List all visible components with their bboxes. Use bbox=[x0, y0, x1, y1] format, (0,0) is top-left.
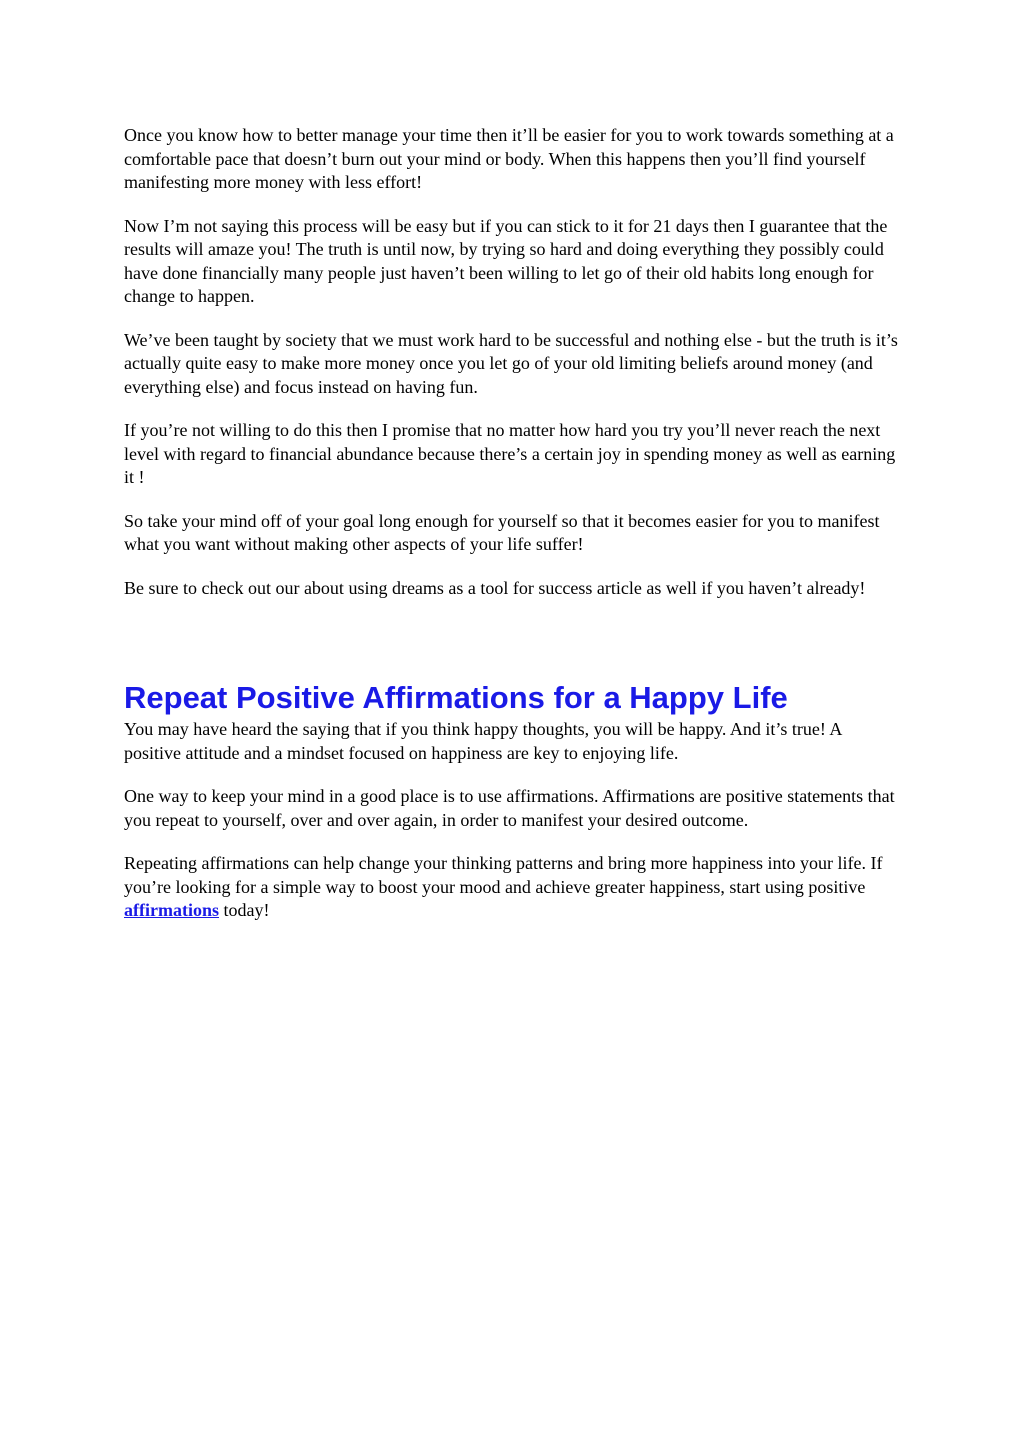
paragraph-time-management: Once you know how to better manage your time then it’ll be easier for you to work towards something at a comfortable pace that doesn’t burn out your mind or body. When this happens then you’ll find yourself manifesting more money with less effort! bbox=[124, 125, 894, 192]
cta-text-after-link: today! bbox=[218, 900, 270, 920]
paragraph-21-days: Now I’m not saying this process will be easy but if you can stick to it for 21 days then I guarantee that the results will amaze you! The truth is until now, by trying so hard and doing everything they possibly could have done financially many people just haven’t been willing to let go of their old habits long enough for change to happen. bbox=[124, 215, 888, 306]
document-page bbox=[124, 124, 902, 943]
paragraph-dreams-article: Be sure to check out our about using dreams as a tool for success article as well if you haven’t already! bbox=[124, 577, 866, 598]
affirmations-link[interactable]: affirmations bbox=[124, 900, 219, 920]
section-spacer bbox=[124, 620, 902, 680]
paragraph-society: We’ve been taught by society that we must work hard to be successful and nothing else - but the truth is it’s actually quite easy to make more money once you let go of your old limiting beliefs around money (and everything else) and focus instead on having fun. bbox=[124, 329, 898, 397]
section-heading: Repeat Positive Affirmations for a Happy Life bbox=[124, 680, 788, 715]
paragraph-affirmations-definition: One way to keep your mind in a good place is to use affirmations. Affirmations are positive statements that you repeat to yourself, over and over again, in order to manifest your desired outcome. bbox=[124, 786, 895, 830]
paragraph-take-mind-off: So take your mind off of your goal long enough for yourself so that it becomes easier for you to manifest what you want without making other aspects of your life suffer! bbox=[124, 510, 880, 554]
cta-text-before-link: Repeating affirmations can help change your thinking patterns and bring more happiness into your life. If you’re looking for a simple way to boost your mood and achieve greater happiness, start using positive bbox=[124, 853, 883, 897]
paragraph-affirmations-call-to-action bbox=[124, 852, 902, 923]
paragraph-happy-thoughts: You may have heard the saying that if you think happy thoughts, you will be happy. And it’s true! A positive attitude and a mindset focused on happiness are key to enjoying life. bbox=[124, 719, 842, 763]
paragraph-financial-abundance: If you’re not willing to do this then I promise that no matter how hard you try you’ll never reach the next level with regard to financial abundance because there’s a certain joy in spending money as well as earning it ! bbox=[124, 420, 896, 487]
